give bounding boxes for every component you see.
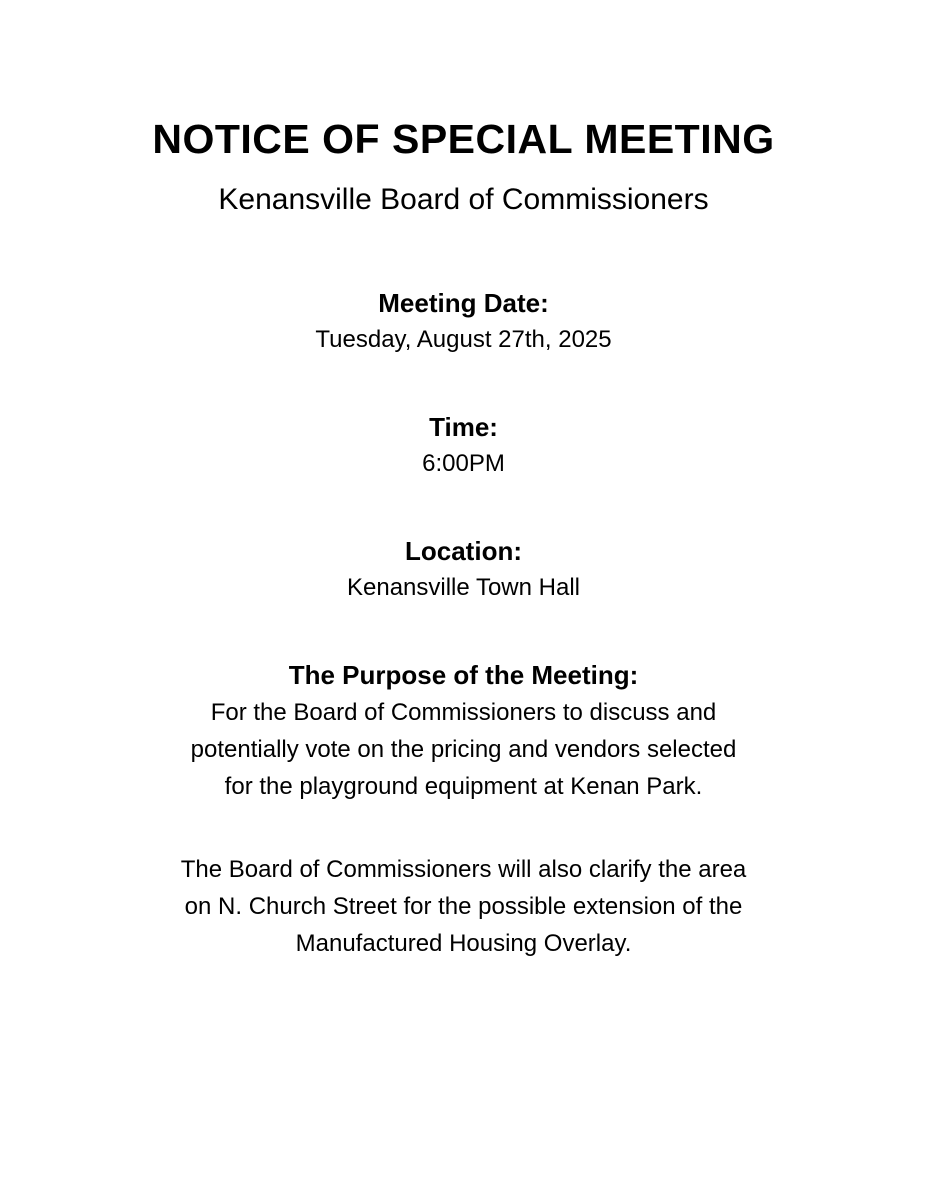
meeting-location-value: Kenansville Town Hall [346,574,580,601]
meeting-time-section [0,408,927,482]
meeting-additional-section [0,851,927,962]
additional-line: on N. Church Street for the possible extension of the [184,893,743,920]
meeting-purpose-text [104,694,824,805]
meeting-purpose-section [0,656,927,805]
meeting-purpose-label: The Purpose of the Meeting: [288,660,639,690]
meeting-location-label: Location: [405,536,522,566]
additional-line: Manufactured Housing Overlay. [295,930,632,957]
meeting-time-label: Time: [429,412,498,442]
purpose-line: For the Board of Commissioners to discuss and [210,699,717,726]
meeting-time-value: 6:00PM [422,450,505,477]
page-title: NOTICE OF SPECIAL MEETING [152,116,775,162]
meeting-date-section [0,284,927,358]
page-subtitle: Kenansville Board of Commissioners [218,183,709,216]
purpose-line: potentially vote on the pricing and vendors selected [190,736,737,763]
additional-line: The Board of Commissioners will also clarify the area [180,856,747,883]
meeting-date-value: Tuesday, August 27th, 2025 [315,326,612,353]
meeting-date-label: Meeting Date: [378,288,549,318]
meeting-additional-text [104,851,824,962]
purpose-line: for the playground equipment at Kenan Park. [224,773,703,800]
meeting-location-section [0,532,927,606]
